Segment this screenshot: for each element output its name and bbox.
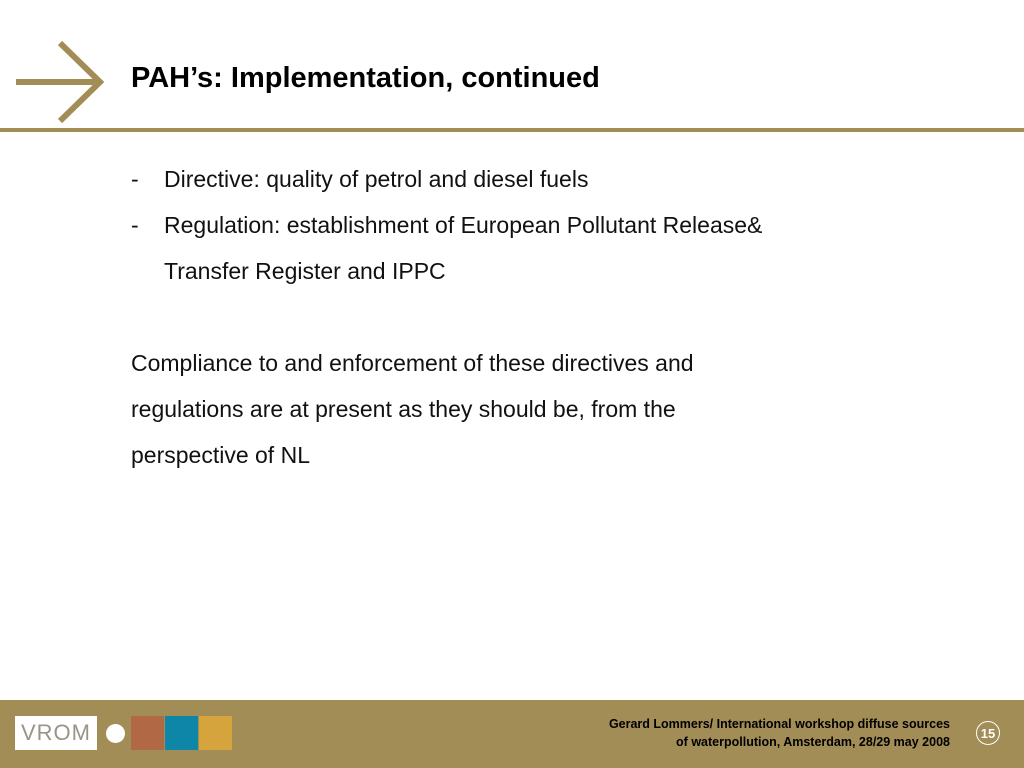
paragraph-line: regulations are at present as they should be, from the bbox=[131, 396, 676, 422]
body-paragraph bbox=[131, 340, 971, 478]
vrom-logo: VROM bbox=[15, 716, 97, 750]
bullet-text-line: Transfer Register and IPPC bbox=[164, 258, 446, 284]
slide-title: PAH’s: Implementation, continued bbox=[131, 62, 600, 94]
bullet-item bbox=[131, 202, 971, 294]
credit-line: of waterpollution, Amsterdam, 28/29 may 2008 bbox=[676, 735, 950, 749]
arrow-right-icon bbox=[14, 40, 106, 124]
title-divider bbox=[0, 128, 1024, 132]
slide-content bbox=[131, 156, 971, 478]
circle-logo-mark bbox=[106, 724, 125, 743]
page-number-badge: 15 bbox=[976, 721, 1000, 745]
paragraph-spacer bbox=[131, 294, 971, 340]
color-swatch-teal bbox=[165, 716, 198, 750]
footer-credit bbox=[609, 715, 950, 751]
bullet-text-line: Directive: quality of petrol and diesel fuels bbox=[164, 166, 589, 192]
bullet-item bbox=[131, 156, 971, 202]
credit-line: Gerard Lommers/ International workshop diffuse sources bbox=[608, 717, 950, 731]
paragraph-line: perspective of NL bbox=[131, 442, 310, 468]
paragraph-line: Compliance to and enforcement of these directives and bbox=[131, 350, 694, 376]
bullet-text-line: Regulation: establishment of European Pollutant Release& bbox=[164, 212, 763, 238]
color-swatch-rust bbox=[131, 716, 164, 750]
color-swatch-mustard bbox=[199, 716, 232, 750]
footer-bar bbox=[0, 700, 1024, 768]
bullet-marker: - bbox=[131, 212, 139, 238]
bullet-marker: - bbox=[131, 166, 139, 192]
